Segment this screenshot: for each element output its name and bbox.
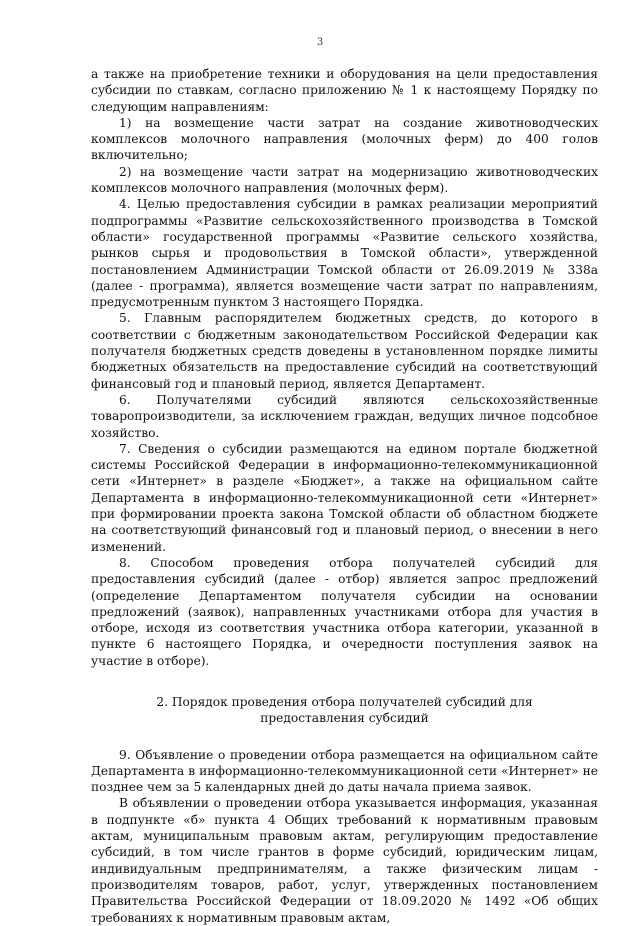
paragraph-8: 8. Способом проведения отбора получателей субсидий для предоставления субсидий (далее - отбор) является запрос предложений (определение Департаментом получателя субсидии на основании предложений (заявок), направленных участниками отбора для участия в отборе, исходя из соответствия участника отбора категории, указанной в пункте 6 настоящего Порядка, и очередности поступления заявок на участие в отборе). — [91, 555, 598, 668]
paragraph-5: 5. Главным распорядителем бюджетных средств, до которого в соответствии с бюджетным законодательством Российской Федерации как получателя бюджетных средств доведены в установленном порядке лимиты бюджетных обязательств на предоставление субсидий на соответствующий финансовый год и плановый период, является Департамент. — [91, 311, 598, 391]
paragraph-announcement-info: В объявлении о проведении отбора указывается информация, указанная в подпункте «б» пункта 4 Общих требований к нормативным правовым актам, муниципальным правовым актам, регулирующим предоставление субсидий, в том числе грантов в форме субсидий, юридическим лицам, индивидуальным предпринимателям, а также физическим лицам - производителям товаров, работ, услуг, утвержденных постановлением Правительства Российской Федерации от 18.09.2020 № 1492 «Об общих требованиях к нормативным правовым актам, — [91, 796, 598, 925]
paragraph-continuation: а также на приобретение техники и оборудования на цели предоставления субсидии по ставкам, согласно приложению № 1 к настоящему Порядку по следующим направлениям: — [91, 67, 598, 114]
paragraph-item-2: 2) на возмещение части затрат на модернизацию животноводческих комплексов молочного направления (молочных ферм). — [91, 164, 598, 196]
paragraph-6: 6. Получателями субсидий являются сельскохозяйственные товаропроизводители, за исключением граждан, ведущих личное подсобное хозяйство. — [91, 392, 598, 440]
section-heading: 2. Порядок проведения отбора получателей субсидий для предоставления субсидий — [156, 694, 533, 726]
paragraph-item-1: 1) на возмещение части затрат на создание животноводческих комплексов молочного направления (молочных ферм) до 400 голов включительно; — [91, 115, 598, 163]
paragraph-4: 4. Целью предоставления субсидии в рамках реализации мероприятий подпрограммы «Развитие сельскохозяйственного производства в Томской области» государственной программы «Развитие сельского хозяйства, рынков сырья и продовольствия в Томской области», утвержденной постановлением Администрации Томской области от 26.09.2019 № 338а (далее - программа), является возмещение части затрат по направлениям, предусмотренным пунктом 3 настоящего Порядка. — [91, 197, 598, 310]
paragraph-9: 9. Объявление о проведении отбора размещается на официальном сайте Департамента в информационно-телекоммуникационной сети «Интернет» не позднее чем за 5 календарных дней до даты начала приема заявок. — [91, 747, 598, 795]
page-number: 3 — [316, 37, 324, 48]
paragraph-7: 7. Сведения о субсидии размещаются на едином портале бюджетной системы Российской Федерации в информационно-телекоммуникационной сети «Интернет» в разделе «Бюджет», а также на официальном сайте Департамента в информационно-телекоммуникационной сети «Интернет» при формировании проекта закона Томской области об областном бюджете на соответствующий финансовый год и плановый период, о внесении в него изменений. — [91, 441, 598, 554]
document-body — [91, 66, 598, 926]
